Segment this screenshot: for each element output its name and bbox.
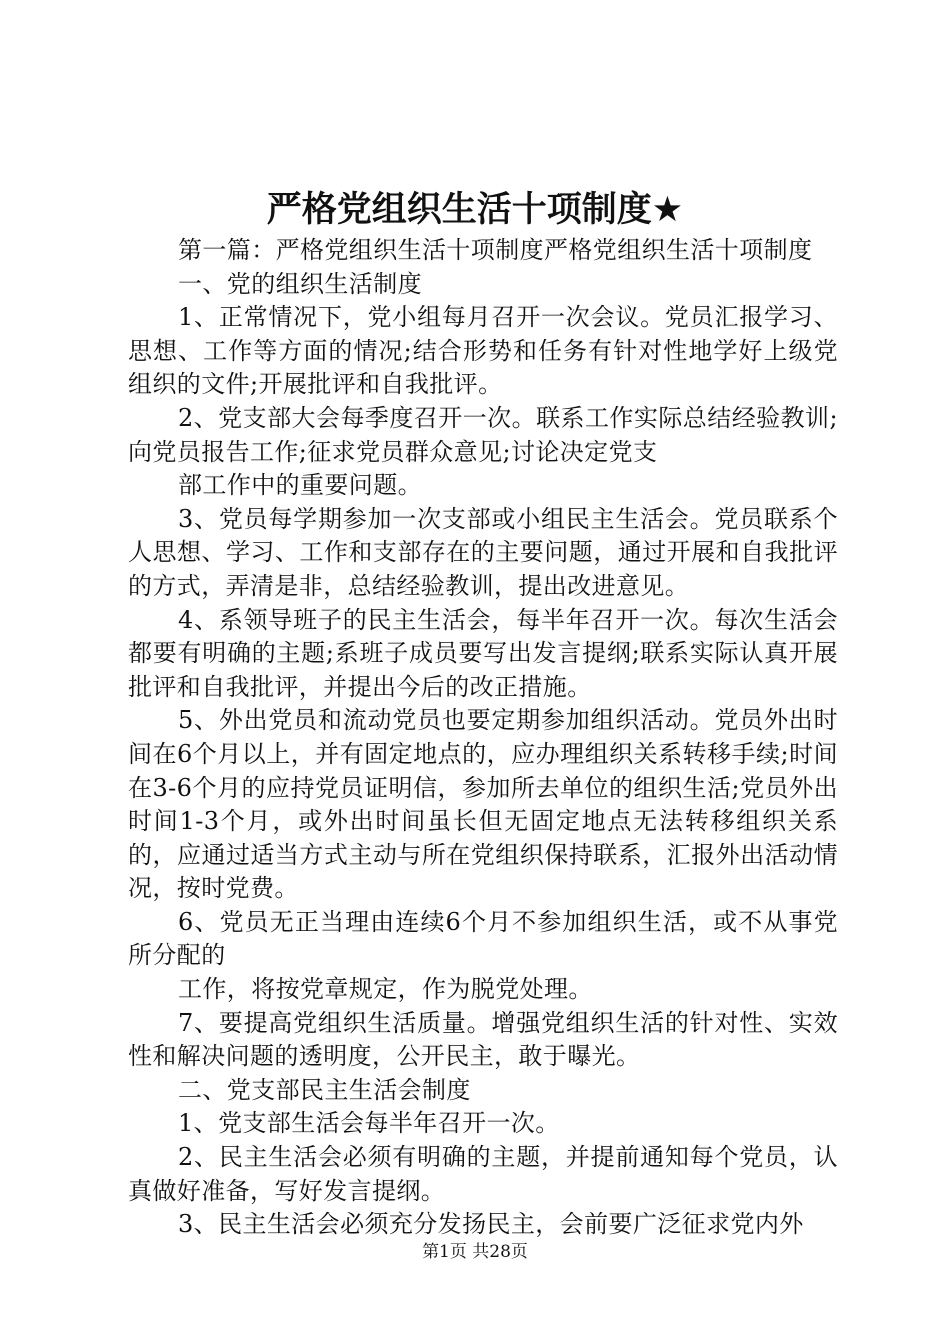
document-body [128,234,838,1242]
paragraph: 部工作中的重要问题。 [178,471,422,500]
paragraph: 工作，将按党章规定，作为脱党处理。 [178,975,593,1004]
paragraph: 2、民主生活会必须有明确的主题，并提前通知每个党员，认真做好准备，写好发言提纲。 [128,1143,838,1205]
paragraph: 第一篇：严格党组织生活十项制度严格党组织生活十项制度 [178,236,813,264]
document-title: 严格党组织生活十项制度★ [266,190,684,230]
paragraph: 3、党员每学期参加一次支部或小组民主生活会。党员联系个人思想、学习、工作和支部存在的主要问题，通过开展和自我批评的方式，弄清是非，总结经验教训，提出改进意见。 [128,504,838,600]
paragraph: 二、党支部民主生活会制度 [178,1075,471,1104]
paragraph: 5、外出党员和流动党员也要定期参加组织活动。党员外出时间在6个月以上，并有固定地点的，应办理组织关系转移手续;时间在3-6个月的应持党员证明信，参加所去单位的组织生活;党员外出时间1-3个月，或外出时间虽长但无固定地点无法转移组织关系的，应通过适当方式主动与所在党组织保持联系，汇报外出活动情况，按时党费。 [128,706,838,903]
paragraph: 一、党的组织生活制度 [178,269,422,298]
page-footer: 第1页 共28页 [422,1242,528,1262]
paragraph: 1、正常情况下，党小组每月召开一次会议。党员汇报学习、思想、工作等方面的情况;结合形势和任务有针对性地学好上级党组织的文件;开展批评和自我批评。 [128,303,838,399]
paragraph: 4、系领导班子的民主生活会，每半年召开一次。每次生活会都要有明确的主题;系班子成员要写出发言提纲;联系实际认真开展批评和自我批评，并提出今后的改正措施。 [128,605,838,701]
paragraph: 6、党员无正当理由连续6个月不参加组织生活，或不从事党所分配的 [128,907,838,970]
paragraph: 3、民主生活会必须充分发扬民主，会前要广泛征求党内外 [178,1210,804,1239]
paragraph: 1、党支部生活会每半年召开一次。 [178,1109,560,1138]
paragraph: 7、要提高党组织生活质量。增强党组织生活的针对性、实效性和解决问题的透明度，公开民主，敢于曝光。 [128,1008,838,1071]
paragraph: 2、党支部大会每季度召开一次。联系工作实际总结经验教训;向党员报告工作;征求党员群众意见;讨论决定党支 [128,403,838,466]
